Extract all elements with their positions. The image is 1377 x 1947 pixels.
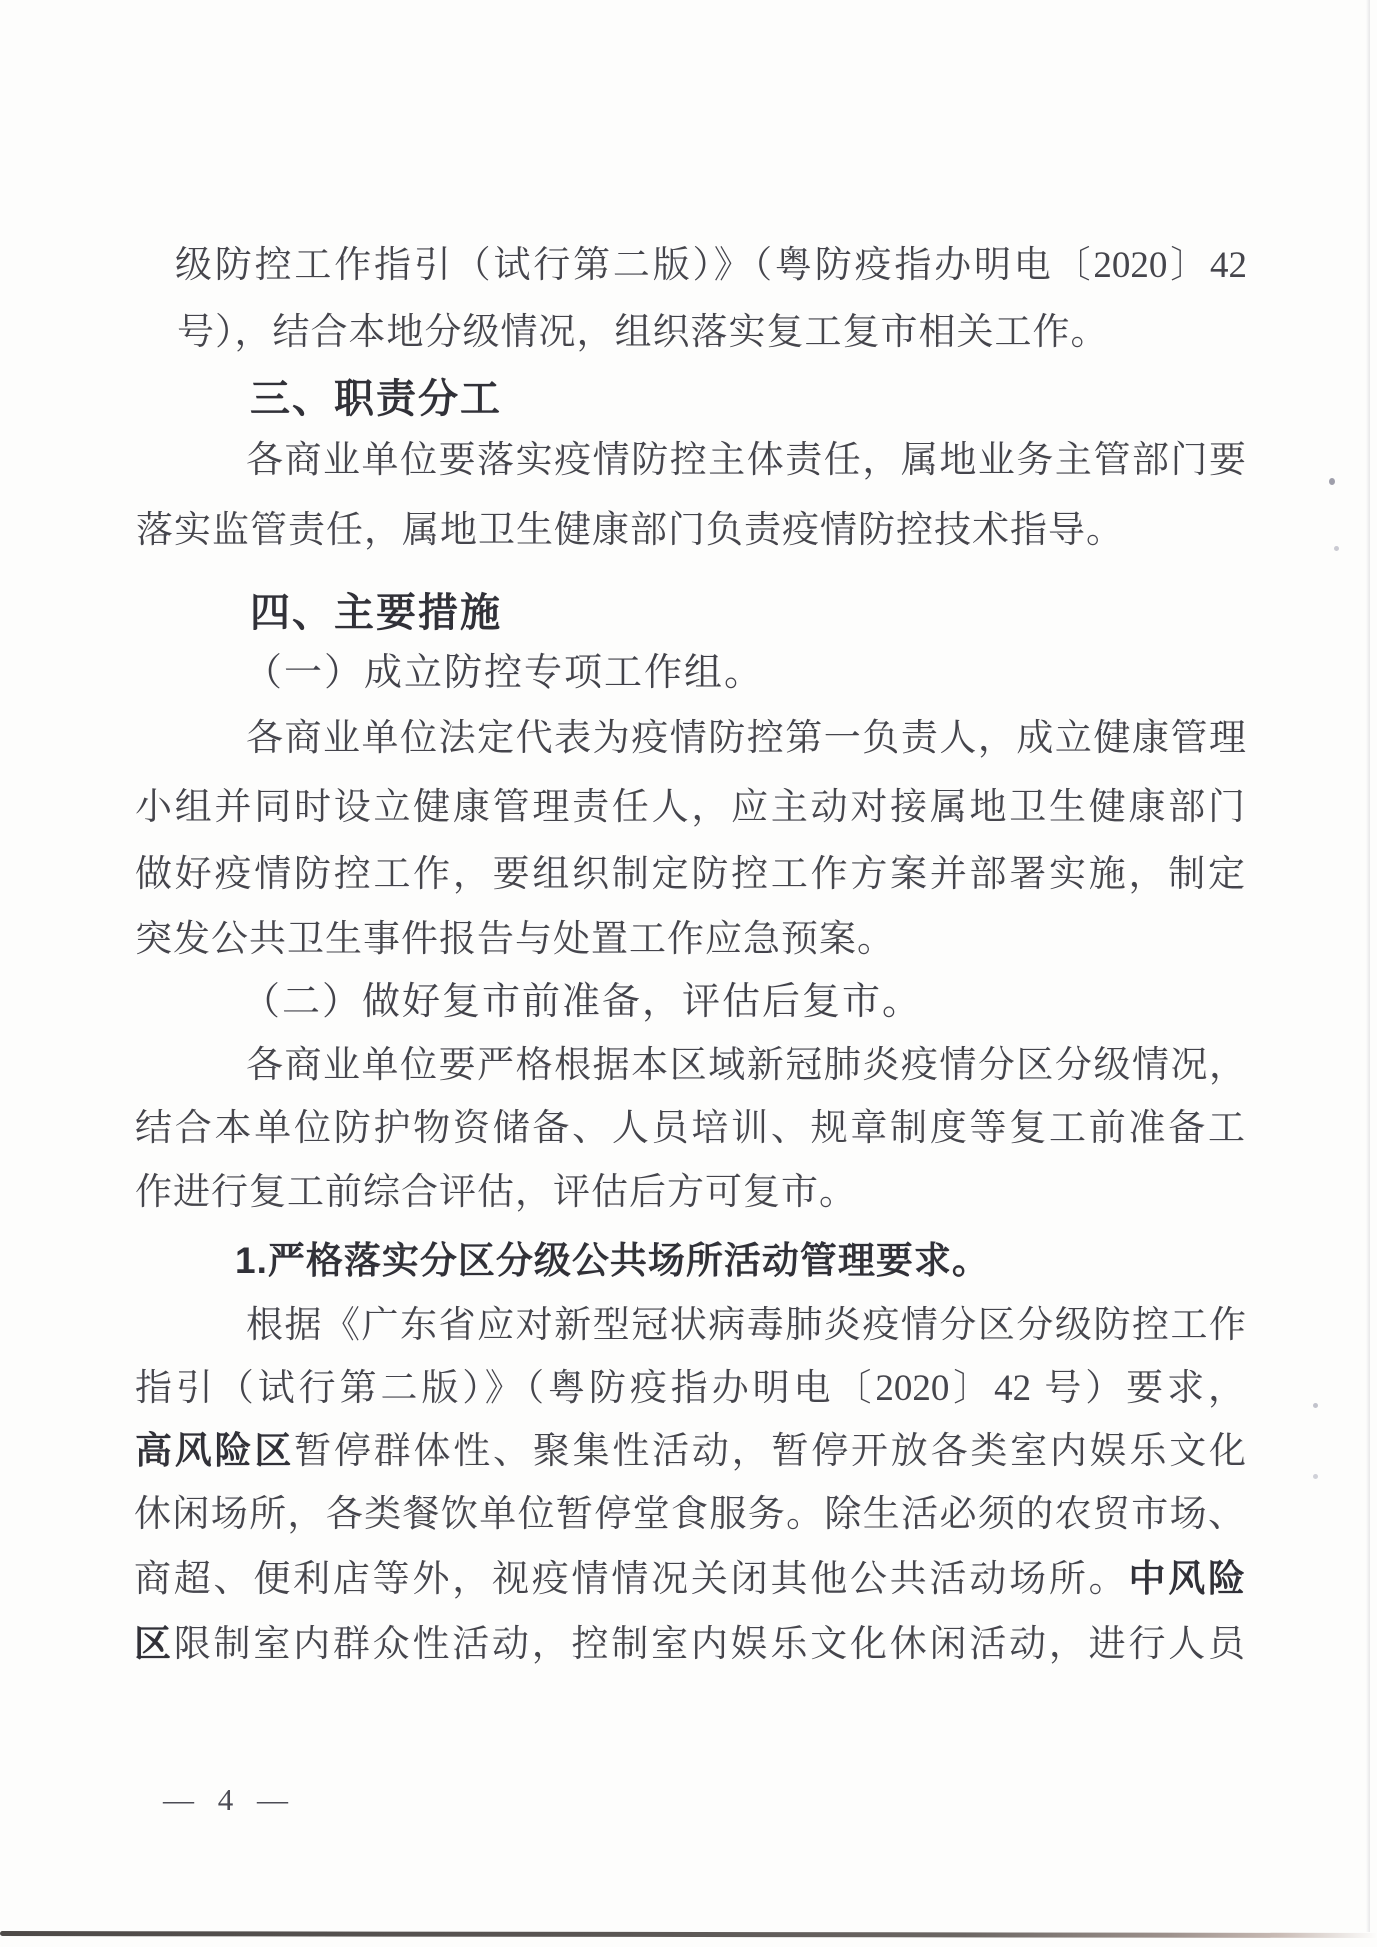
emphasis-run: 中风险 xyxy=(1128,1558,1246,1599)
body-line xyxy=(135,1428,1246,1475)
text-run: （一）成立防控专项工作组。 xyxy=(244,652,765,694)
text-run: 暂停群体性、聚集性活动，暂停开放各类室内娱乐文化 xyxy=(294,1431,1247,1472)
scan-speck xyxy=(1329,478,1335,485)
text-run: （二）做好复市前准备，评估后复市。 xyxy=(242,981,923,1023)
section-heading-4 xyxy=(250,588,502,638)
text-run: 根据《广东省应对新型冠状病毒肺炎疫情分区分级防控工作 xyxy=(246,1305,1246,1346)
text-run: 各商业单位要落实疫情防控主体责任，属地业务主管部门要 xyxy=(246,440,1246,481)
body-line xyxy=(246,716,1246,762)
emphasis-run: 区 xyxy=(134,1623,174,1664)
text-run: 突发公共卫生事件报告与处置工作应急预案。 xyxy=(135,919,895,960)
text-run: 各商业单位法定代表为疫情防控第一负责人，成立健康管理 xyxy=(246,718,1246,759)
body-line xyxy=(135,1366,1245,1412)
body-line xyxy=(134,1492,1245,1538)
body-line xyxy=(136,508,1124,554)
scan-speck xyxy=(1313,1403,1318,1408)
text-run: 四、主要措施 xyxy=(250,591,502,635)
text-run: 做好疫情防控工作，要组织制定防控工作方案并部署实施，制定 xyxy=(135,854,1245,895)
text-run: 三、职责分工 xyxy=(250,377,502,421)
text-run: 各商业单位要严格根据本区域新冠肺炎疫情分区分级情况， xyxy=(246,1045,1246,1086)
scan-edge-right xyxy=(1366,0,1370,1932)
body-line xyxy=(135,785,1245,831)
body-line xyxy=(177,310,1109,356)
body-line xyxy=(134,1556,1245,1603)
scan-edge-bottom xyxy=(0,1931,1377,1938)
text-run: 限制室内群众性活动，控制室内娱乐文化休闲活动，进行人员 xyxy=(173,1624,1246,1665)
body-line xyxy=(135,852,1245,898)
scan-speck xyxy=(1334,546,1339,551)
body-line xyxy=(135,917,895,963)
subheading-item-1 xyxy=(244,650,764,698)
emphasis-run: 高风险区 xyxy=(135,1430,295,1471)
text-run: 休闲场所，各类餐饮单位暂停堂食服务。除生活必须的农贸市场、 xyxy=(134,1494,1245,1535)
text-run: 号），结合本地分级情况，组织落实复工复市相关工作。 xyxy=(177,312,1109,353)
text-run: 级防控工作指引（试行第二版）》（粤防疫指办明电〔2020〕42 xyxy=(175,245,1247,286)
numbered-point-1 xyxy=(235,1238,990,1284)
text-run: 1.严格落实分区分级公共场所活动管理要求。 xyxy=(235,1240,990,1281)
body-line xyxy=(135,1170,857,1216)
body-line xyxy=(135,1106,1245,1152)
text-run: 商超、便利店等外，视疫情情况关闭其他公共活动场所。 xyxy=(134,1559,1129,1600)
section-heading-3 xyxy=(250,374,502,424)
body-line xyxy=(175,243,1247,289)
text-run: 作进行复工前综合评估，评估后方可复市。 xyxy=(135,1172,857,1213)
text-run: 指引（试行第二版）》（粤防疫指办明电〔2020〕42 号）要求， xyxy=(135,1368,1245,1409)
text-run: 落实监管责任，属地卫生健康部门负责疫情防控技术指导。 xyxy=(136,510,1124,551)
text-run: 小组并同时设立健康管理责任人，应主动对接属地卫生健康部门 xyxy=(135,787,1245,828)
body-line xyxy=(134,1621,1245,1668)
subheading-item-2 xyxy=(242,979,922,1027)
body-line xyxy=(246,438,1246,484)
scan-speck xyxy=(1313,1474,1318,1479)
body-line xyxy=(246,1043,1246,1089)
text-run: 结合本单位防护物资储备、人员培训、规章制度等复工前准备工 xyxy=(135,1108,1245,1149)
page-number: — 4 — xyxy=(163,1782,296,1817)
body-line xyxy=(246,1303,1246,1349)
